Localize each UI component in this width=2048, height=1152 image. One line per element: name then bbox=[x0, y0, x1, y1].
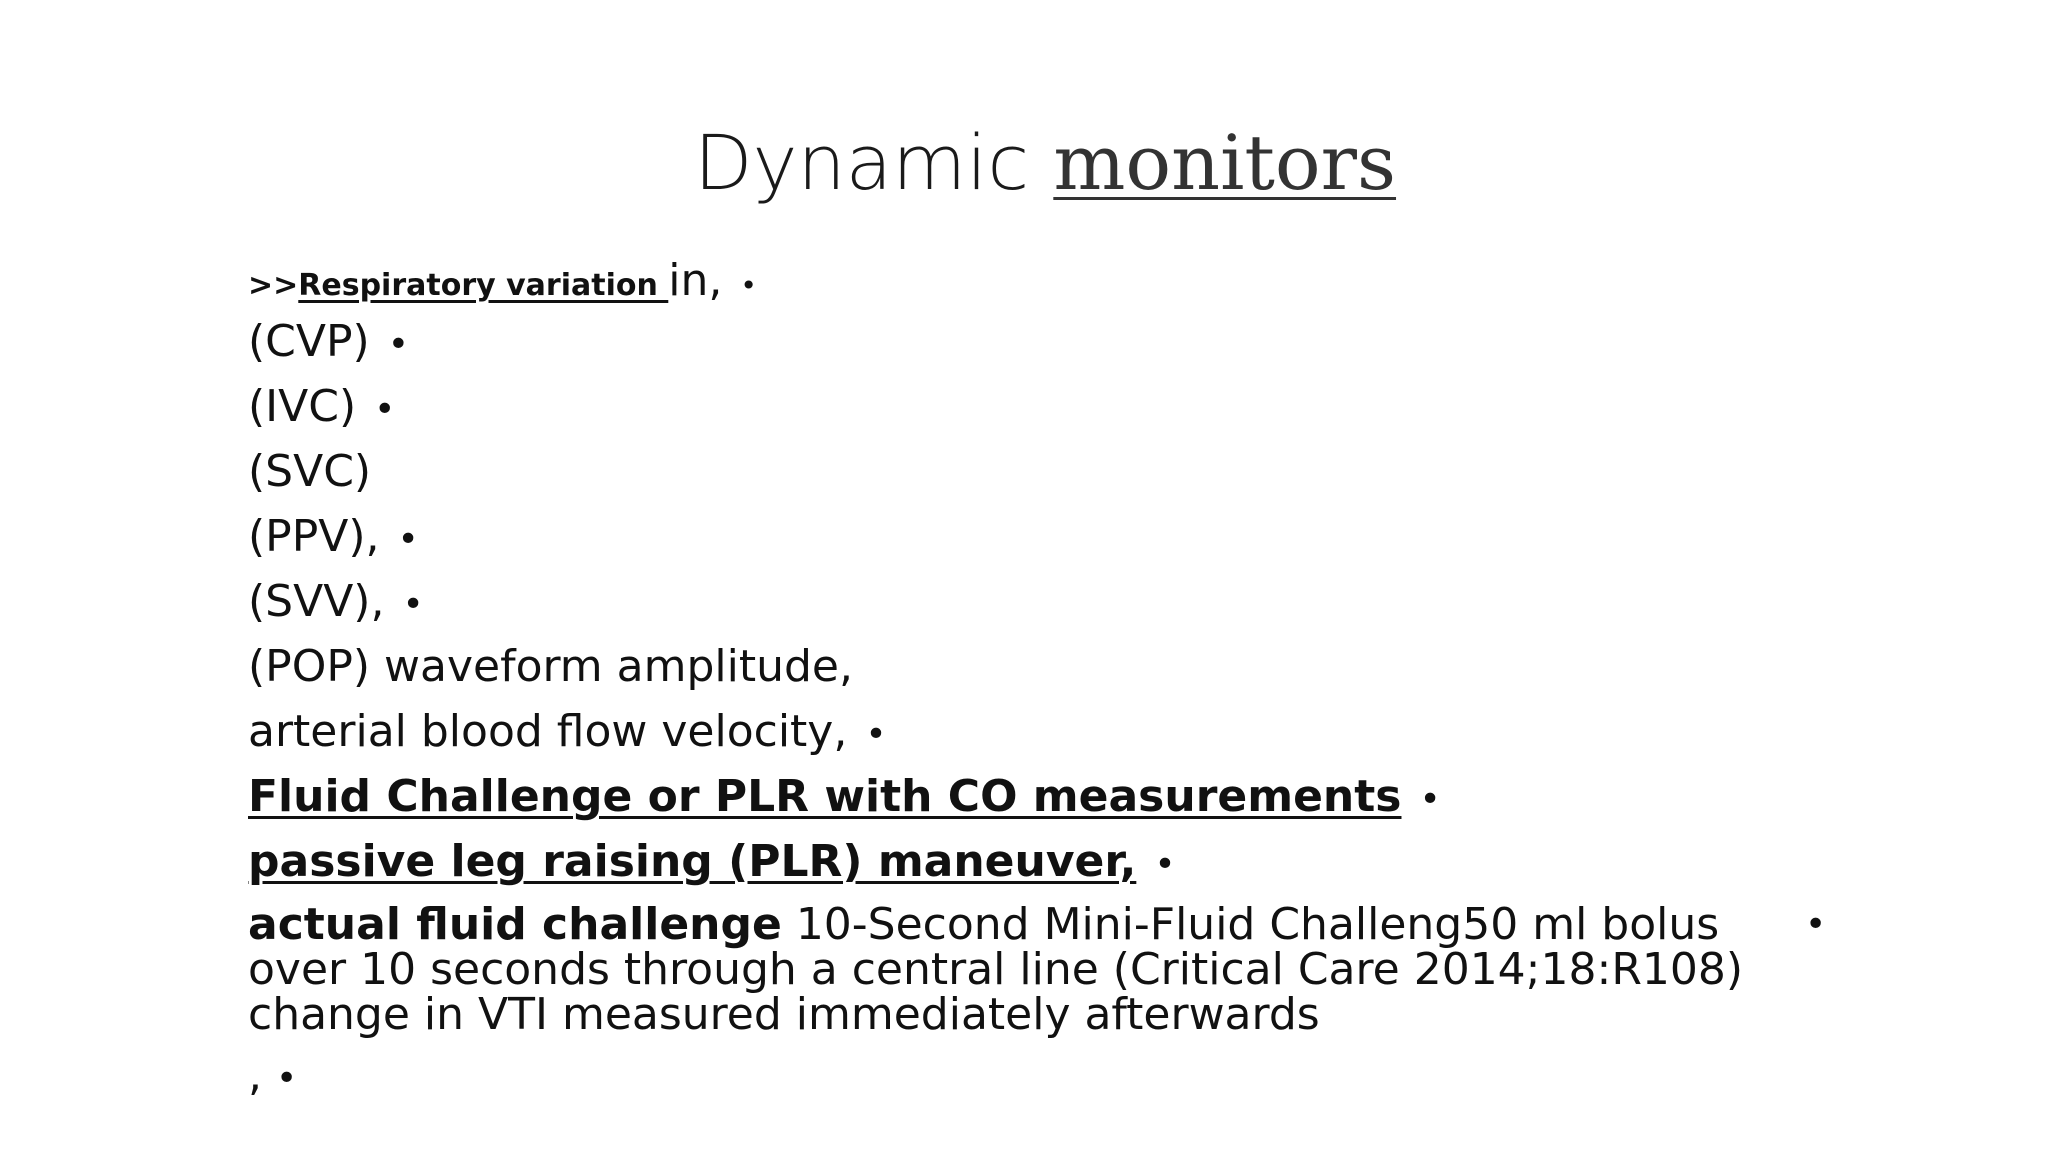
bullet-mark: • bbox=[1419, 779, 1441, 820]
bullet-mark: • bbox=[397, 519, 419, 560]
bullet-line-text: (SVV), bbox=[248, 576, 385, 627]
prefix-arrows: >> bbox=[248, 268, 299, 303]
slide-title bbox=[0, 118, 2048, 208]
actual-fluid-challenge-emph: actual fluid challenge bbox=[248, 899, 782, 950]
bullet-line-text: Fluid Challenge or PLR with CO measurements bbox=[248, 771, 1402, 822]
bullet-line-text: , bbox=[248, 1050, 262, 1101]
bullet-mark: • bbox=[402, 584, 424, 625]
bullet-line-pop bbox=[248, 641, 853, 693]
bullet-mark: • bbox=[740, 269, 757, 302]
bullet-mark: • bbox=[865, 714, 887, 755]
bullet-line-text: (IVC) bbox=[248, 381, 357, 432]
bullet-line-text: (POP) waveform amplitude, bbox=[248, 641, 853, 692]
slide-title-part2: monitors bbox=[1053, 118, 1397, 207]
bullet-line-ivc bbox=[248, 381, 395, 436]
bullet-line-comma bbox=[248, 1050, 297, 1105]
bullet-line-plr bbox=[248, 836, 1176, 891]
bullet-line-text: passive leg raising (PLR) maneuver, bbox=[248, 836, 1137, 887]
bullet-mark: • bbox=[1154, 844, 1176, 885]
bullet-line-ppv bbox=[248, 511, 419, 566]
bullet-paragraph-mini-fluid-challenge bbox=[248, 899, 1788, 1040]
bullet-mark: • bbox=[374, 389, 396, 430]
bullet-line-svv bbox=[248, 576, 424, 631]
respiratory-variation-rest: in, bbox=[668, 255, 723, 306]
bullet-line-text: (CVP) bbox=[248, 316, 370, 367]
bullet-line-arterial-flow bbox=[248, 706, 887, 761]
slide-title-part1: Dynamic bbox=[693, 118, 1054, 207]
bullet-mark: • bbox=[276, 1058, 298, 1099]
bullet-line-respiratory-variation bbox=[248, 255, 757, 312]
bullet-line-cvp bbox=[248, 316, 409, 371]
mini-fluid-challenge-text: 10-Second Mini-Fluid Challeng50 ml bolus over 10 seconds through a central line (Critical Care 2014;18:R108) change in VTI measured immediately afterwards bbox=[248, 899, 1744, 1040]
bullet-line-text: arterial blood flow velocity, bbox=[248, 706, 848, 757]
bullet-line-text: (SVC) bbox=[248, 446, 372, 497]
bullet-line-svc bbox=[248, 446, 371, 498]
respiratory-variation-emph: Respiratory variation bbox=[298, 268, 669, 303]
bullet-mark: • bbox=[387, 324, 409, 365]
bullet-mark: • bbox=[1805, 904, 1827, 945]
bullet-line-fluid-challenge bbox=[248, 771, 1441, 826]
bullet-line-text: (PPV), bbox=[248, 511, 380, 562]
